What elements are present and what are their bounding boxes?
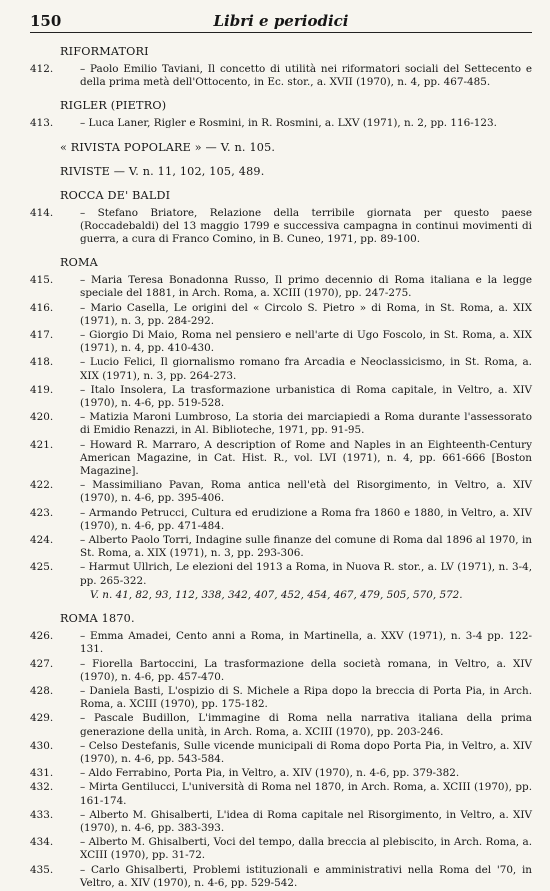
bibliography-entry (30, 561, 532, 587)
entry-number: 428. (30, 684, 54, 697)
bibliography-entry (30, 781, 532, 807)
entry-text: – Mirta Gentilucci, L'università di Roma nel 1870, in Arch. Roma, a. XCIII (1970), pp. 161-174. (80, 781, 532, 807)
entry-text: – Daniela Basti, L'ospizio di S. Michele a Ripa dopo la breccia di Porta Pia, in Arch. Roma, a. XCIII (1970), pp. 175-182. (80, 684, 532, 711)
entry-text: – Carlo Ghisalberti, Problemi istituzionali e amministrativi nella Roma del '70, in Veltro, a. XIV (1970), n. 4-6, pp. 529-542. (80, 863, 532, 889)
entry-text: – Alberto M. Ghisalberti, Voci del tempo, dalla breccia al plebiscito, in Arch. Roma, a. XCIII (1970), pp. 31-72. (80, 836, 532, 862)
entry-number: 420. (30, 411, 54, 424)
entry-number: 417. (30, 329, 54, 342)
entry-number: 430. (30, 739, 54, 752)
bibliography-entry (30, 384, 532, 410)
bibliography-entry (30, 207, 532, 247)
entry-number: 432. (30, 781, 54, 794)
entry-number: 426. (30, 630, 54, 643)
bibliography-entry (30, 274, 532, 300)
bibliography-section (30, 98, 532, 130)
entry-number: 433. (30, 808, 54, 821)
entry-number: 421. (30, 438, 54, 451)
entry-number: 412. (30, 63, 54, 75)
section-heading: ROMA 1870. (60, 612, 135, 626)
entry-number: 413. (30, 117, 54, 130)
entry-text: – Alberto Paolo Torri, Indagine sulle finanze del comune di Roma dal 1896 al 1970, in St. Roma, a. XIX (1971), n. 3, pp. 293-306. (80, 534, 532, 560)
section-heading: ROMA (60, 256, 98, 270)
entry-text: – Mario Casella, Le origini del « Circolo S. Pietro » di Roma, in St. Roma, a. XIX (1971), n. 3, pp. 284-292. (80, 301, 532, 327)
entry-text: – Celso Destefanis, Sulle vicende municipali di Roma dopo Porta Pia, in Veltro, a. XIV (1970), n. 4-6, pp. 543-584. (80, 739, 532, 765)
bibliography-section (30, 140, 532, 155)
entry-text: – Giorgio Di Maio, Roma nel pensiero e nell'arte di Ugo Foscolo, in St. Roma, a. XIX (1971), n. 4, pp. 410-430. (80, 329, 532, 355)
bibliography-entry (30, 836, 532, 862)
entry-number: 414. (30, 206, 54, 219)
entry-text: – Paolo Emilio Taviani, Il concetto di utilità nei riformatori sociali del Settecento e della prima metà dell'Ottocento, in Ec. stor., a. XVII (1970), n. 4, pp. 467-485. (80, 63, 532, 89)
bibliography-entry (30, 302, 532, 328)
bibliography-section (30, 188, 532, 247)
entry-number: 416. (30, 301, 54, 314)
entry-text: – Lucio Felici, Il giornalismo romano fra Arcadia e Neoclassicismo, in St. Roma, a. XIX (1971), n. 3, pp. 264-273. (80, 356, 532, 382)
entry-text: – Massimiliano Pavan, Roma antica nell'età del Risorgimento, in Veltro, a. XIV (1970), n. 4-6, pp. 395-406. (80, 479, 532, 505)
entry-text: – Emma Amadei, Cento anni a Roma, in Martinella, a. XXV (1971), n. 3-4 pp. 122-131. (80, 630, 532, 656)
entry-number: 425. (30, 561, 54, 574)
bibliography-section (30, 611, 532, 890)
entry-text: – Stefano Briatore, Relazione della terribile giornata per questo paese (Roccadebaldi) del 13 maggio 1799 e successiva campagna in continui movimenti di guerra, a cura di Franco Comino, in B. Cuneo, 1971, pp. 89-100. (80, 206, 532, 246)
entry-text: – Armando Petrucci, Cultura ed erudizione a Roma fra 1860 e 1880, in Veltro, a. XIV (1970), n. 4-6, pp. 471-484. (80, 506, 532, 532)
bibliography-entry (30, 809, 532, 835)
entry-number: 415. (30, 274, 54, 287)
entry-text: – Luca Laner, Rigler e Rosmini, in R. Rosmini, a. LXV (1971), n. 2, pp. 116-123. (80, 117, 497, 130)
page-header (30, 12, 532, 33)
bibliography-entry (30, 117, 532, 130)
entry-number: 418. (30, 356, 54, 369)
section-heading: ROCCA DE' BALDI (60, 188, 171, 202)
entry-text: – Aldo Ferrabino, Porta Pia, in Veltro, a. XIV (1970), n. 4-6, pp. 379-382. (80, 767, 460, 780)
bibliography-content (30, 44, 532, 891)
section-heading: « RIVISTA POPOLARE » — V. n. 105. (60, 140, 276, 154)
entry-text: – Maria Teresa Bonadonna Russo, Il primo decennio di Roma italiana e la legge speciale del 1881, in Arch. Roma, a. XCIII (1970), pp. 247-275. (80, 274, 532, 300)
bibliography-section (30, 44, 532, 89)
entry-number: 429. (30, 712, 54, 725)
running-title: Libri e periodici (213, 12, 349, 30)
bibliography-entry (30, 658, 532, 684)
entry-text: – Matizia Maroni Lumbroso, La storia dei marciapiedi a Roma durante l'assessorato di Emidio Renazzi, in Al. Biblioteche, 1971, pp. 91-95. (80, 411, 532, 437)
bibliography-entry (30, 411, 532, 437)
entry-number: 434. (30, 836, 54, 849)
entry-text: – Pascale Budillon, L'immagine di Roma nella narrativa italiana della prima generazione della unità, in Arch. Roma, a. XCIII (1970), pp. 203-246. (80, 712, 532, 738)
entry-text: – Harmut Ullrich, Le elezioni del 1913 a Roma, in Nuova R. stor., a. LV (1971), n. 3-4, pp. 265-322. (80, 561, 532, 587)
entry-number: 435. (30, 863, 54, 876)
bibliography-entry (30, 507, 532, 533)
bibliography-entry (30, 685, 532, 711)
entry-number: 422. (30, 479, 54, 492)
bibliography-entry (30, 439, 532, 479)
bibliography-entry (30, 356, 532, 382)
section-heading: RIFORMATORI (60, 45, 149, 58)
entry-text: – Alberto M. Ghisalberti, L'idea di Roma capitale nel Risorgimento, in Veltro, a. XIV (1970), n. 4-6, pp. 383-393. (80, 808, 532, 834)
section-heading: RIGLER (PIETRO) (60, 99, 167, 113)
entry-number: 424. (30, 534, 54, 547)
entry-number: 431. (30, 767, 54, 780)
cross-reference-line: V. n. 41, 82, 93, 112, 338, 342, 407, 452, 454, 467, 479, 505, 570, 572. (90, 588, 463, 601)
entry-text: – Howard R. Marraro, A description of Rome and Naples in an Eighteenth-Century American Magazine, in Cat. Hist. R., vol. LVI (1971), n. 4, pp. 661-666 [Boston Magazine]. (80, 438, 532, 478)
bibliography-entry (30, 712, 532, 738)
bibliography-section (30, 164, 532, 179)
page-number: 150 (30, 12, 62, 30)
entry-number: 427. (30, 657, 54, 670)
entry-text: – Fiorella Bartoccini, La trasformazione della società romana, in Veltro, a. XIV (1970), n. 4-6, pp. 457-470. (80, 657, 532, 683)
bibliography-entry (30, 534, 532, 560)
bibliography-entry (30, 479, 532, 505)
bibliography-entry (30, 63, 532, 89)
entry-number: 423. (30, 506, 54, 519)
bibliography-entry (30, 740, 532, 766)
bibliography-section (30, 255, 532, 602)
bibliography-entry (30, 630, 532, 656)
entry-text: – Italo Insolera, La trasformazione urbanistica di Roma capitale, in Veltro, a. XIV (1970), n. 4-6, pp. 519-528. (80, 383, 532, 410)
bibliography-entry (30, 767, 532, 780)
bibliography-entry (30, 329, 532, 355)
section-heading: RIVISTE — V. n. 11, 102, 105, 489. (60, 164, 265, 178)
bibliography-entry (30, 864, 532, 890)
entry-number: 419. (30, 383, 54, 396)
